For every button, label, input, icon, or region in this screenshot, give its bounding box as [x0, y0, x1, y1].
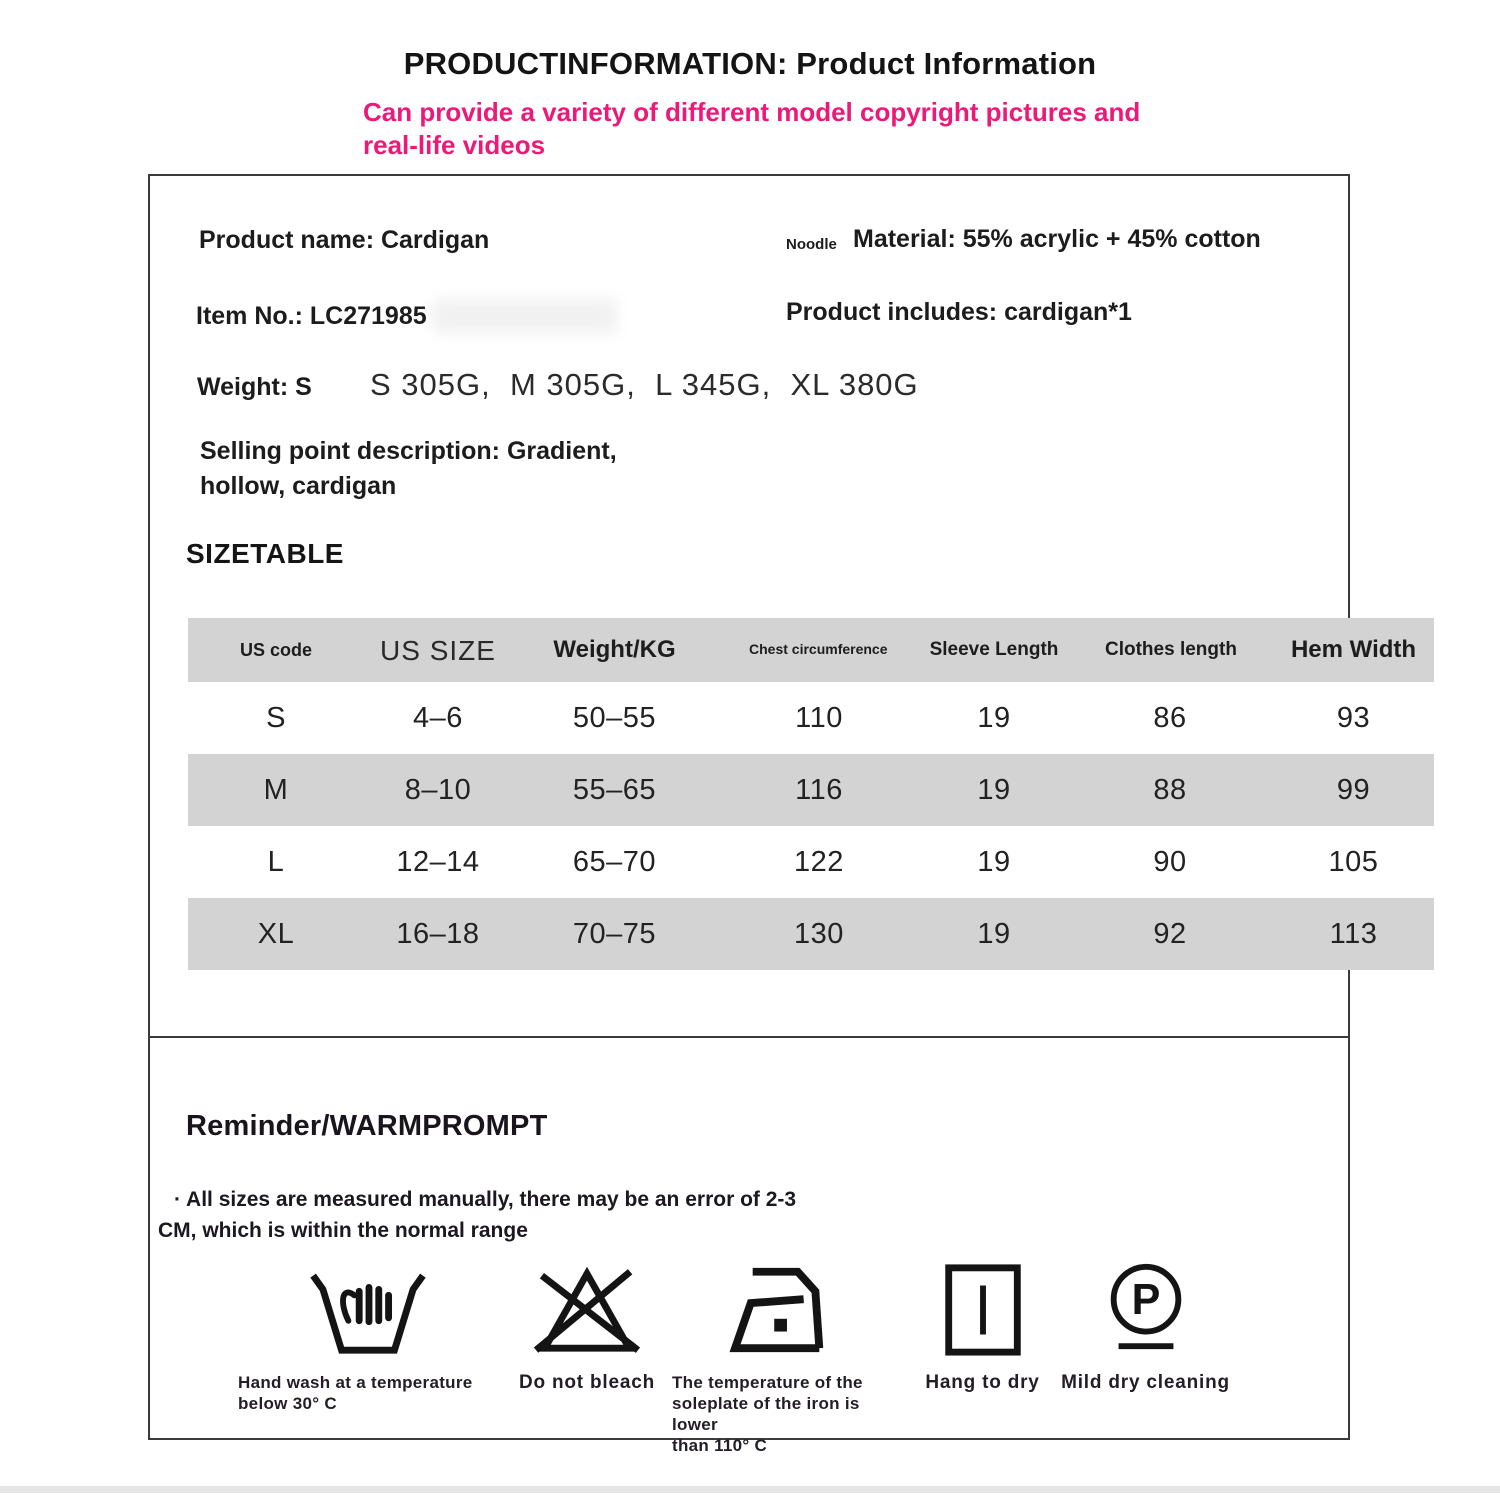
size-table-header-col-3: Chest circumference	[749, 641, 888, 658]
dry-clean-p-icon	[1048, 1256, 1243, 1358]
page-bottom-edge	[0, 1486, 1500, 1493]
reminder-note-line: · All sizes are measured manually, there may be an error of 2-3	[174, 1188, 797, 1211]
material-label: Material: 55% acrylic + 45% cotton	[853, 225, 1261, 253]
svg-text:P: P	[1131, 1275, 1160, 1324]
size-table	[188, 618, 1434, 970]
size-table-cell: 116	[795, 773, 843, 806]
size-table-row-L	[188, 826, 1434, 898]
care-item-dry-clean-p	[1048, 1256, 1243, 1393]
care-item-do-not-bleach	[502, 1256, 672, 1393]
size-table-cell: 55–65	[572, 773, 657, 806]
noodle-label: Noodle	[786, 236, 837, 253]
size-table-cell: 93	[1336, 701, 1371, 734]
size-table-cell: 4–6	[413, 701, 463, 734]
care-caption-line: The temperature of the	[672, 1373, 863, 1392]
size-table-cell: 130	[794, 917, 844, 950]
size-table-row-M	[188, 754, 1434, 826]
hand-wash-icon	[228, 1256, 508, 1358]
size-table-cell: 88	[1153, 773, 1187, 806]
hang-to-dry-icon	[915, 1256, 1050, 1358]
care-caption	[668, 1372, 903, 1456]
care-caption	[915, 1372, 1050, 1393]
size-table-header-col-6: Hem Width	[1290, 636, 1417, 663]
selling-point-line: Selling point description: Gradient,	[200, 437, 617, 465]
size-table-cell: 110	[795, 701, 843, 734]
size-table-cell: XL	[257, 917, 295, 950]
item-number-label: Item No.: LC271985	[196, 302, 427, 330]
product-info-box	[148, 174, 1417, 1038]
page-title: PRODUCTINFORMATION: Product Information	[403, 46, 1097, 81]
weight-values: S 305G, M 305G, L 345G, XL 380G	[370, 367, 919, 402]
reminder-note	[158, 1184, 796, 1246]
erased-text-smudge	[432, 298, 617, 334]
size-table-cell: 65–70	[572, 845, 657, 878]
care-caption	[502, 1372, 672, 1393]
care-item-hang-to-dry	[915, 1256, 1050, 1393]
selling-point-line: hollow, cardigan	[200, 472, 397, 500]
selling-point-description	[200, 434, 617, 504]
size-table-header-col-4: Sleeve Length	[929, 639, 1059, 661]
size-table-cell: 12–14	[396, 845, 480, 878]
page-subtitle	[363, 96, 1140, 162]
size-table-header-col-1: US SIZE	[380, 634, 496, 666]
do-not-bleach-icon	[502, 1256, 672, 1358]
size-table-wrap	[188, 618, 1434, 970]
size-table-cell: 19	[977, 773, 1011, 806]
care-caption-line: soleplate of the iron is lower	[672, 1394, 860, 1434]
size-table-cell: 122	[794, 845, 844, 878]
page-subtitle-line: Can provide a variety of different model copyright pictures and	[363, 97, 1141, 127]
iron-low-icon	[668, 1256, 903, 1358]
size-table-cell: L	[267, 845, 285, 878]
care-caption	[1048, 1372, 1243, 1393]
care-item-hand-wash	[228, 1256, 508, 1414]
size-table-cell: 86	[1153, 701, 1187, 734]
size-table-cell: 19	[977, 845, 1011, 878]
size-table-cell: 105	[1328, 845, 1379, 878]
page-subtitle-line: real-life videos	[363, 130, 546, 160]
care-caption-line: below 30° C	[238, 1394, 337, 1413]
size-table-cell: 90	[1153, 845, 1187, 878]
size-table-cell: 92	[1153, 917, 1187, 950]
size-table-cell: 113	[1329, 917, 1378, 950]
care-caption	[228, 1372, 508, 1414]
care-caption-line: than 110° C	[672, 1436, 768, 1455]
size-table-cell: 16–18	[396, 917, 480, 950]
size-table-row-XL	[188, 898, 1434, 970]
size-table-cell: M	[263, 773, 289, 806]
size-table-header-col-0: US code	[239, 639, 313, 660]
size-table-body	[188, 682, 1434, 970]
size-table-cell: 19	[977, 917, 1011, 950]
size-table-cell: 70–75	[572, 917, 657, 950]
size-table-heading: SIZETABLE	[186, 538, 344, 569]
size-table-header-col-5: Clothes length	[1105, 639, 1237, 661]
size-table-cell: S	[266, 701, 286, 734]
care-caption-line: Hang to dry	[925, 1372, 1040, 1393]
care-item-iron-low	[668, 1256, 903, 1456]
size-table-cell: 19	[977, 701, 1011, 734]
reminder-heading: Reminder/WARMPROMPT	[186, 1110, 548, 1142]
product-includes-label: Product includes: cardigan*1	[786, 298, 1132, 326]
weight-label: Weight: S	[197, 373, 312, 401]
care-caption-line: Do not bleach	[518, 1372, 655, 1393]
size-table-header-row	[188, 618, 1434, 682]
reminder-box	[148, 1036, 1350, 1455]
size-table-row-S	[188, 682, 1434, 754]
care-caption-line: Mild dry cleaning	[1061, 1372, 1230, 1393]
product-name-label: Product name: Cardigan	[199, 226, 490, 254]
size-table-cell: 8–10	[404, 773, 472, 806]
size-table-header-col-2: Weight/KG	[553, 636, 676, 663]
size-table-cell: 50–55	[572, 701, 657, 734]
care-caption-line: Hand wash at a temperature	[238, 1373, 473, 1392]
reminder-note-line: CM, which is within the normal range	[158, 1219, 528, 1242]
size-table-cell: 99	[1336, 773, 1371, 806]
